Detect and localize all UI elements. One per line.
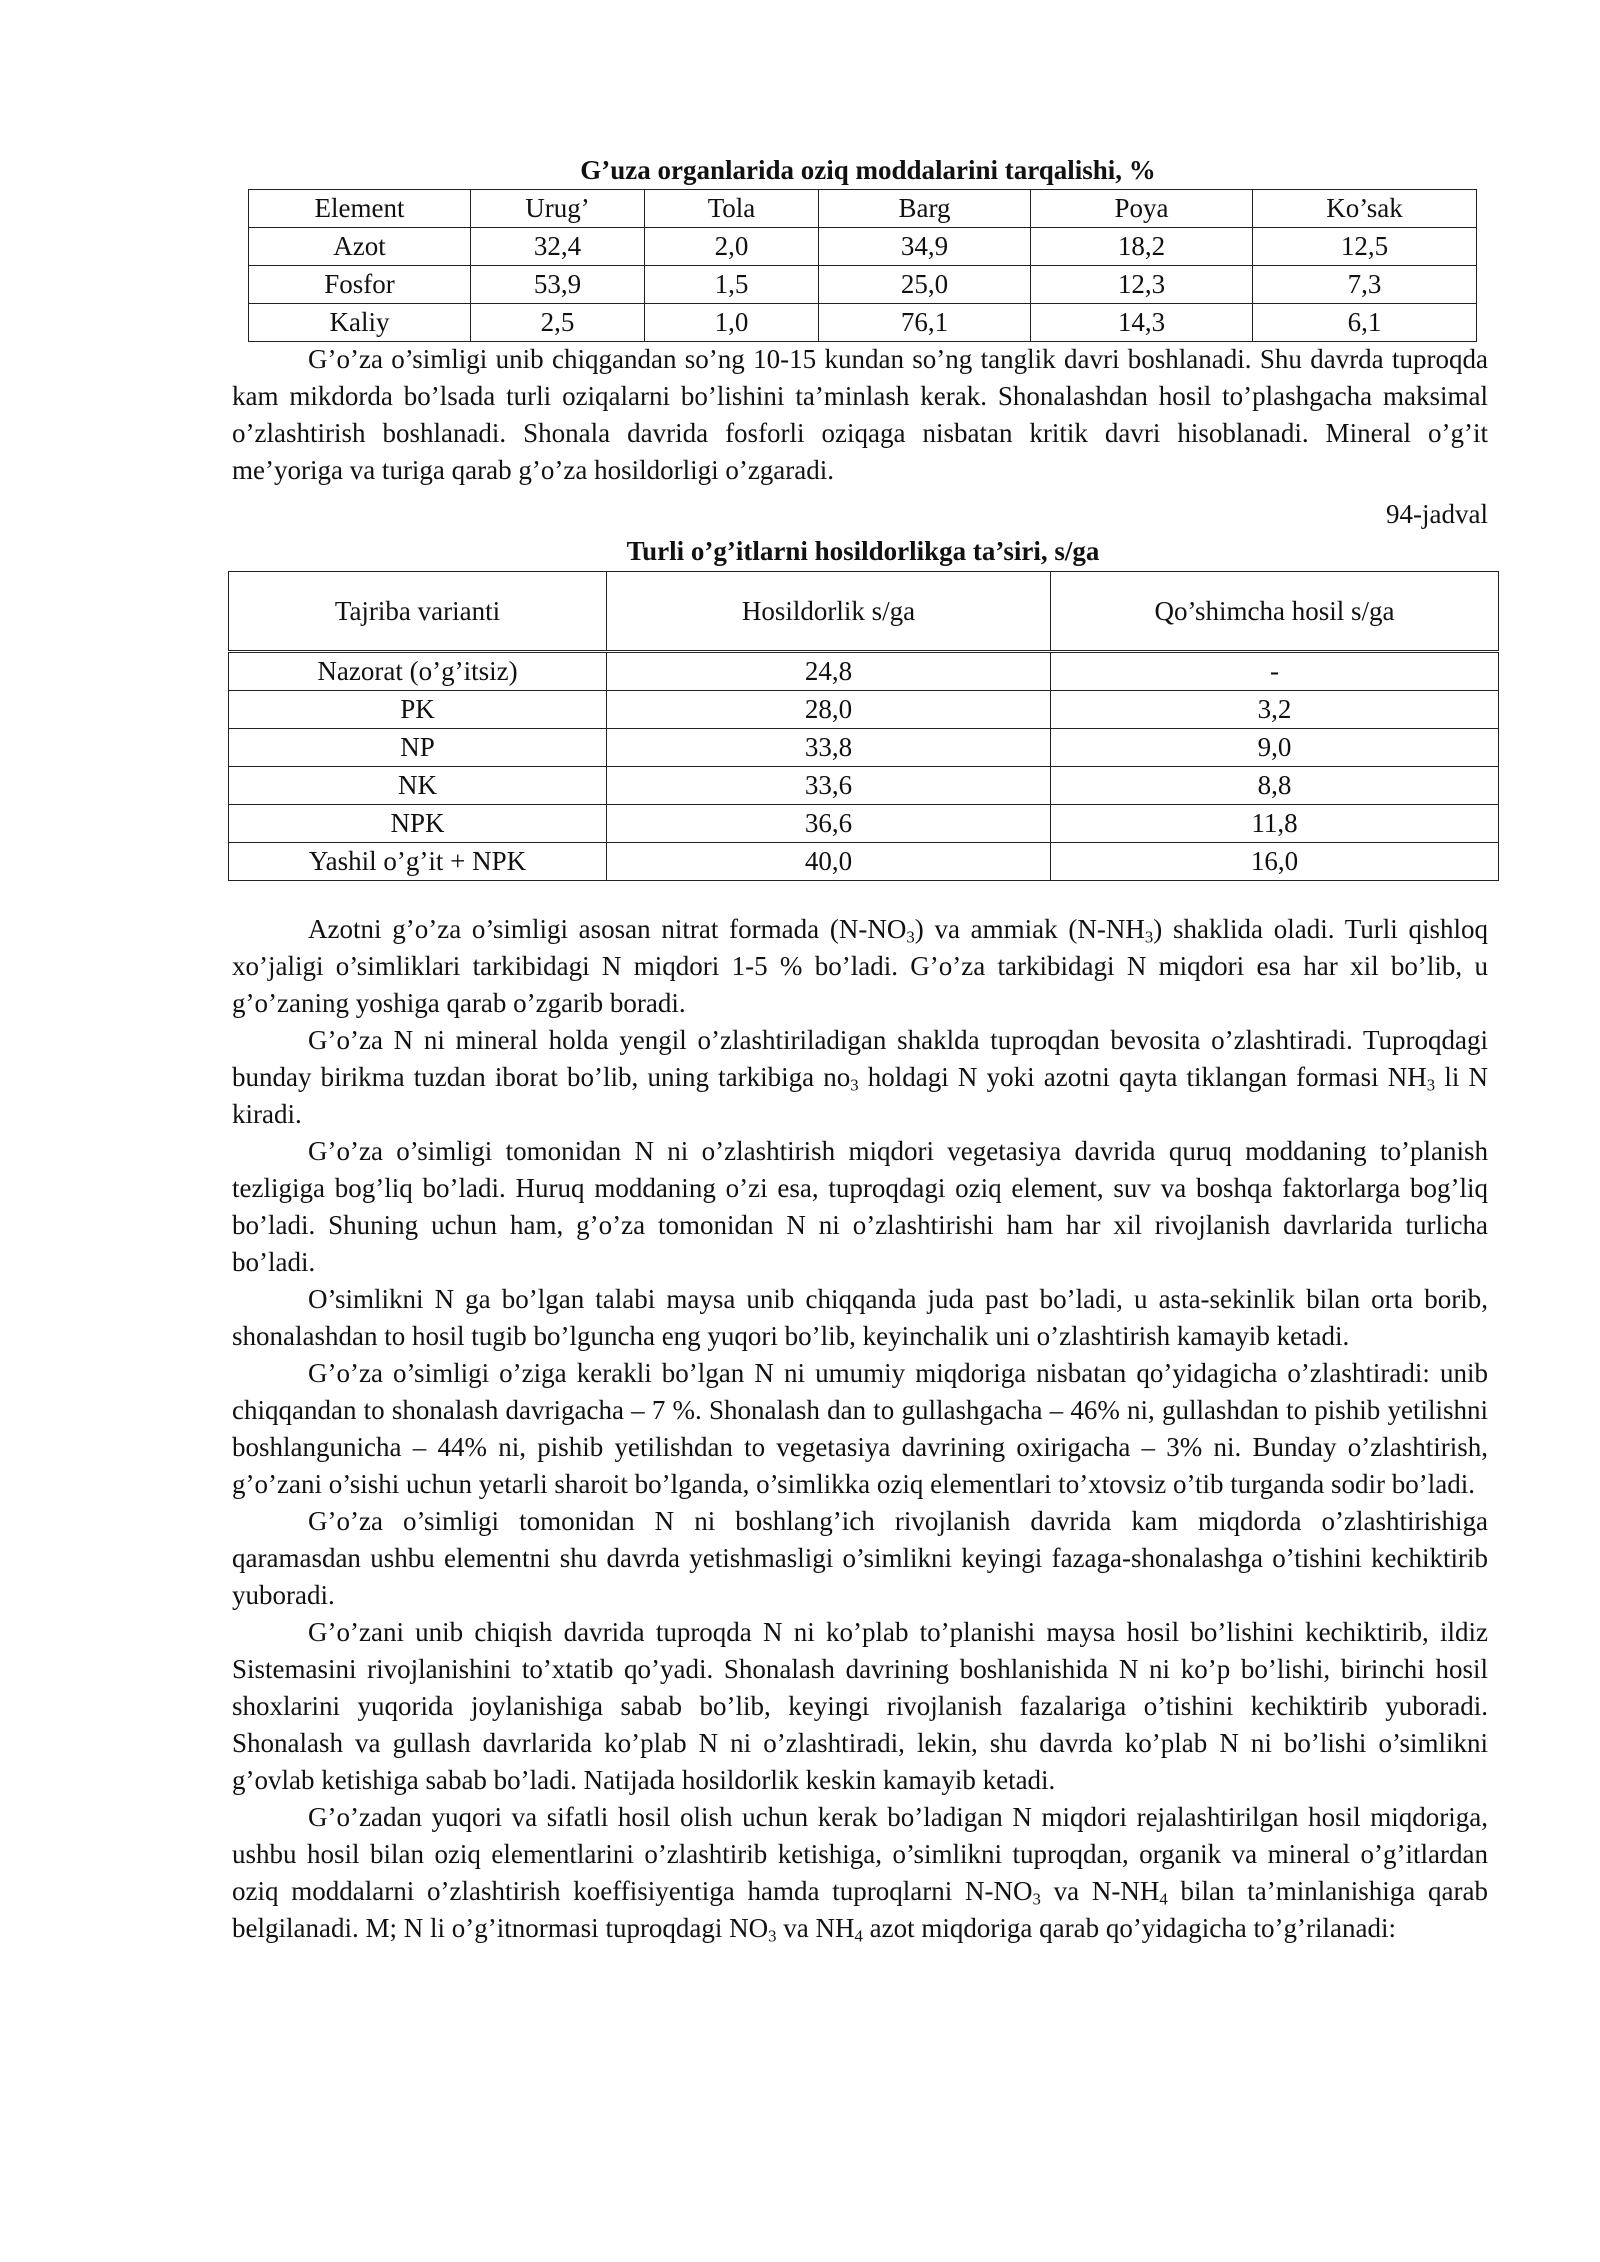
table-header-row: [249, 190, 1477, 228]
table-row: [249, 228, 1477, 266]
table-number: 94-jadval: [1386, 499, 1488, 529]
table-cell: NK: [229, 767, 607, 805]
table-row: [229, 843, 1499, 881]
paragraph-n-miqdori: G’o’zadan yuqori va sifatli hosil olish uchun kerak bo’ladigan N miqdori rejalashtirilgan hosil miqdoriga, ushbu hosil bilan oziq elementlarini o’zlashtirib ketishiga, o’simlikni tuproqdan, organik va mineral o’g’itlardan oziq moddalarni o’zlashtirish koeffisiyentiga hamda tuproqlarni $N-NO_3$ va $N-NH_4$ bilan ta’minlanishiga qarab belgilanadi. M; N li o’g’itnormasi tuproqdagi $NO_3$ va $NH_4$ azot miqdoriga qarab qo’yidagicha to’g’rilanadi:: [232, 1802, 1488, 1946]
header-cell: Poya: [1031, 190, 1253, 228]
header-cell: Tajriba varianti: [229, 572, 607, 652]
header-cell: Tola: [645, 190, 819, 228]
table-cell: 24,8: [607, 652, 1051, 691]
paragraph-unib-chiqish: G’o’zani unib chiqish davrida tuproqda N ni ko’plab to’planishi maysa hosil bo’lishini kechiktirib, ildiz Sistemasini rivojlanishini to’xtatib qo’yadi. Shonalash davrining boshlanishida N ni ko’p bo’lishi, birinchi hosil shoxlarini yuqorida joylanishiga sabab bo’lib, keyingi rivojlanish fazalariga o’tishini kechiktirib yuboradi. Shonalash va gullash davrlarida ko’plab N ni o’zlashtiradi, lekin, shu davrda ko’plab N ni bo’lishi o’simlikni g’ovlab ketishiga sabab bo’ladi. Natijada hosildorlik keskin kamayib ketadi.: [232, 1617, 1488, 1795]
table-cell: 11,8: [1051, 805, 1499, 843]
table-cell: 12,3: [1031, 266, 1253, 304]
table-cell: -: [1051, 652, 1499, 691]
table-cell: 2,5: [471, 304, 645, 342]
table-row: [229, 652, 1499, 691]
paragraph-boshlangich-davr: G’o’za o’simligi tomonidan N ni boshlang’ich rivojlanish davrida kam miqdorda o’zlashtirishiga qaramasdan ushbu elementni shu davrda yetishmasligi o’simlikni keyingi fazaga-shonalashga o’tishini kechiktirib yuboradi.: [232, 1506, 1488, 1610]
table2-title: Turli o’g’itlarni hosildorlikga ta’siri, s/ga: [626, 536, 1100, 566]
table-cell: 18,2: [1031, 228, 1253, 266]
table-cell: 6,1: [1253, 304, 1477, 342]
table-cell: 14,3: [1031, 304, 1253, 342]
table-cell: NP: [229, 729, 607, 767]
paragraph-mineral-holda: G’o’za N ni mineral holda yengil o’zlashtiriladigan shaklda tuproqdan bevosita o’zlashtiradi. Tuproqdagi bunday birikma tuzdan iborat bo’lib, uning tarkibiga $no_3$ holdagi N yoki azotni qayta tiklangan formasi $NH_3$ li N kiradi.: [232, 1025, 1488, 1129]
table-cell: 9,0: [1051, 729, 1499, 767]
table-cell: NPK: [229, 805, 607, 843]
table-cell: 16,0: [1051, 843, 1499, 881]
table-cell: 1,5: [645, 266, 819, 304]
header-cell: Element: [249, 190, 471, 228]
table-row: [229, 729, 1499, 767]
table-cell: 36,6: [607, 805, 1051, 843]
paragraph-ozlashtirish-foizlari: G’o’za o’simligi o’ziga kerakli bo’lgan N ni umumiy miqdoriga nisbatan qo’yidagicha o’zlashtiradi: unib chiqqandan to shonalash davrigacha – 7 %. Shonalash dan to gullashgacha – 46% ni, gullashdan to pishib yetilishni boshlangunicha – 44% ni, pishib yetilishdan to vegetasiya davrining oxirigacha – 3% ni. Bunday o’zlashtirish, g’o’zani o’sishi uchun yetarli sharoit bo’lganda, o’simlikka oziq elementlari to’xtovsiz o’tib turganda sodir bo’ladi.: [232, 1358, 1488, 1499]
header-cell: Qo’shimcha hosil s/ga: [1051, 572, 1499, 652]
table-cell: Kaliy: [249, 304, 471, 342]
table-cell: 40,0: [607, 843, 1051, 881]
table-cell: Nazorat (o’g’itsiz): [229, 652, 607, 691]
table-cell: 7,3: [1253, 266, 1477, 304]
table-cell: 25,0: [819, 266, 1031, 304]
table-row: [229, 805, 1499, 843]
table-cell: Azot: [249, 228, 471, 266]
fertilizer-yield-table: [228, 571, 1499, 881]
table-row: [249, 266, 1477, 304]
paragraph-tanglik-davri: G’o’za o’simligi unib chiqgandan so’ng 10-15 kundan so’ng tanglik davri boshlanadi. Shu davrda tuproqda kam mikdorda bo’lsada turli oziqalarni bo’lishini ta’minlash kerak. Shonalashdan hosil to’plashgacha maksimal o’zlashtirish boshlanadi. Shonala davrida fosforli oziqaga nisbatan kritik davri hisoblanadi. Mineral o’g’it me’yoriga va turiga qarab g’o’za hosildorligi o’zgaradi.: [232, 344, 1488, 485]
table-header-row: [229, 572, 1499, 652]
table-cell: 1,0: [645, 304, 819, 342]
table1-title: G’uza organlarida oziq moddalarini tarqalishi, %: [580, 155, 1156, 185]
paragraph-quruq-modda: G’o’za o’simligi tomonidan N ni o’zlashtirish miqdori vegetasiya davrida quruq moddaning to’planish tezligiga bog’liq bo’ladi. Huruq moddaning o’zi esa, tuproqdagi oziq element, suv va boshqa faktorlarga bog’liq bo’ladi. Shuning uchun ham, g’o’za tomonidan N ni o’zlashtirishi ham har xil rivojlanish davrlarida turlicha bo’ladi.: [232, 1136, 1488, 1277]
table-cell: 53,9: [471, 266, 645, 304]
header-cell: Urug’: [471, 190, 645, 228]
table-cell: 76,1: [819, 304, 1031, 342]
table-cell: 3,2: [1051, 691, 1499, 729]
table-row: [229, 691, 1499, 729]
table-cell: 28,0: [607, 691, 1051, 729]
table-cell: Yashil o’g’it + NPK: [229, 843, 607, 881]
paragraph-n-talabi: O’simlikni N ga bo’lgan talabi maysa unib chiqqanda juda past bo’ladi, u asta-sekinlik bilan orta borib, shonalashdan to hosil tugib bo’lguncha eng yuqori bo’lib, keyinchalik uni o’zlashtirish kamayib ketadi.: [232, 1284, 1488, 1351]
table-cell: 2,0: [645, 228, 819, 266]
table-cell: PK: [229, 691, 607, 729]
table-row: [249, 304, 1477, 342]
table-cell: 33,6: [607, 767, 1051, 805]
header-cell: Barg: [819, 190, 1031, 228]
header-cell: Hosildorlik s/ga: [607, 572, 1051, 652]
body-text: [232, 911, 1488, 1947]
paragraph-nitrat-forma: Azotni g’o’za o’simligi asosan nitrat formada $(N-NO_3)$ va ammiak $(N-NH_3)$ shaklida oladi. Turli qishloq xo’jaligi o’simliklari tarkibidagi N miqdori 1-5 % bo’ladi. G’o’za tarkibidagi N miqdori esa har xil bo’lib, u g’o’zaning yoshiga qarab o’zgarib boradi.: [232, 914, 1488, 1018]
table-cell: Fosfor: [249, 266, 471, 304]
nutrient-distribution-table: [248, 189, 1477, 342]
table-row: [229, 767, 1499, 805]
table-cell: 8,8: [1051, 767, 1499, 805]
table-cell: 33,8: [607, 729, 1051, 767]
table-cell: 32,4: [471, 228, 645, 266]
table-cell: 34,9: [819, 228, 1031, 266]
table-cell: 12,5: [1253, 228, 1477, 266]
header-cell: Ko’sak: [1253, 190, 1477, 228]
